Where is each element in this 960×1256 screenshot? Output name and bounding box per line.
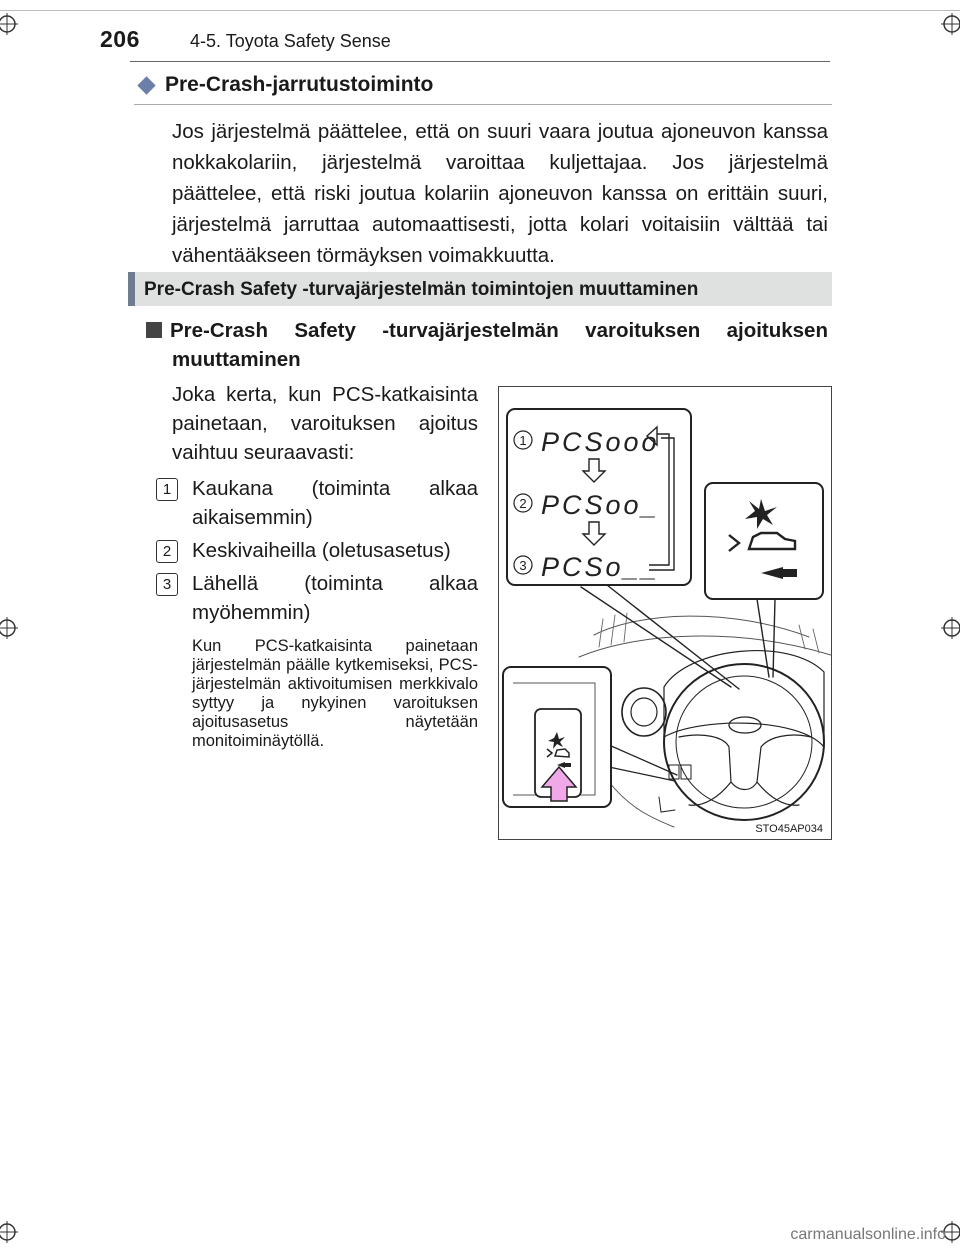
banner-accent xyxy=(128,272,135,306)
registration-mark-icon xyxy=(0,13,18,35)
intro-text: Joka kerta, kun PCS-katkaisinta painetaan, varoituksen ajoitus vaihtuu seuraavasti: xyxy=(172,383,478,464)
subheading-line2: muuttaminen xyxy=(172,348,301,371)
subheading-word: Safety xyxy=(294,319,356,342)
dashboard-drawing xyxy=(499,387,832,840)
note-text: Kun PCS-katkaisinta painetaan järjestelmän päälle kytkemiseksi, PCS-järjestelmän aktivoitumisen merkkivalo syttyy ja nykyinen varoituksen ajoitusasetus näytetään monitoiminäytöllä. xyxy=(192,637,478,750)
display-row-text: PCSoo_ xyxy=(541,490,660,520)
diamond-bullet-icon xyxy=(137,76,155,94)
subheading-word: ajoituksen xyxy=(726,319,828,342)
item-text: Lähellä (toiminta alkaa myöhemmin) xyxy=(192,572,478,624)
item-number-badge: 3 xyxy=(156,573,178,596)
registration-mark-icon xyxy=(941,13,960,35)
header-divider xyxy=(130,61,830,62)
item-number-badge: 1 xyxy=(156,478,178,501)
display-row-number: 3 xyxy=(519,558,527,573)
subheading xyxy=(146,316,828,374)
list-item xyxy=(156,569,478,627)
section-heading xyxy=(136,73,433,97)
page-number: 206 xyxy=(100,26,140,52)
subheading-line1 xyxy=(146,316,828,345)
registration-mark-icon xyxy=(0,617,18,639)
section-heading-text: Pre-Crash-jarrutustoiminto xyxy=(165,73,434,96)
item-text: Keskivaiheilla (oletusasetus) xyxy=(192,539,451,562)
subheading-word: Pre-Crash xyxy=(170,319,268,342)
display-row-number: 1 xyxy=(519,433,527,448)
registration-mark-icon xyxy=(941,617,960,639)
topic-banner xyxy=(128,272,832,306)
display-row-text: PCSooo xyxy=(541,427,660,457)
subheading-word: varoituksen xyxy=(585,319,701,342)
top-trim-line xyxy=(0,10,960,11)
banner-title: Pre-Crash Safety -turvajärjestelmän toimintojen muuttaminen xyxy=(144,279,699,300)
item-text: Kaukana (toiminta alkaa aikaisemmin) xyxy=(192,477,478,529)
list-item xyxy=(156,536,478,565)
item-number-badge: 2 xyxy=(156,540,178,563)
body-paragraph: Jos järjestelmä päättelee, että on suuri vaara joutua ajoneuvon kanssa nokkakolariin, järjestelmä varoittaa kuljettajaa. Jos järjestelmä päättelee, että riski joutua kolariin ajoneuvon kanssa on erittäin suuri, järjestelmä jarruttaa automaattisesti, jotta kolari voitaisiin välttää tai vähentääkseen törmäyksen voimakkuutta. xyxy=(172,120,828,267)
display-row-number: 2 xyxy=(519,496,527,511)
footer-watermark: carmanualsonline.info xyxy=(790,1226,946,1243)
subheading-word: -turvajärjestelmän xyxy=(382,319,559,342)
heading-divider xyxy=(134,104,832,105)
registration-mark-icon xyxy=(0,1221,18,1243)
figure-code: STO45AP034 xyxy=(755,823,823,835)
square-bullet-icon xyxy=(146,322,162,338)
dashboard-illustration xyxy=(498,386,832,840)
list-item xyxy=(156,474,478,532)
display-row-text: PCSo__ xyxy=(541,552,660,582)
section-title: 4-5. Toyota Safety Sense xyxy=(190,31,391,51)
